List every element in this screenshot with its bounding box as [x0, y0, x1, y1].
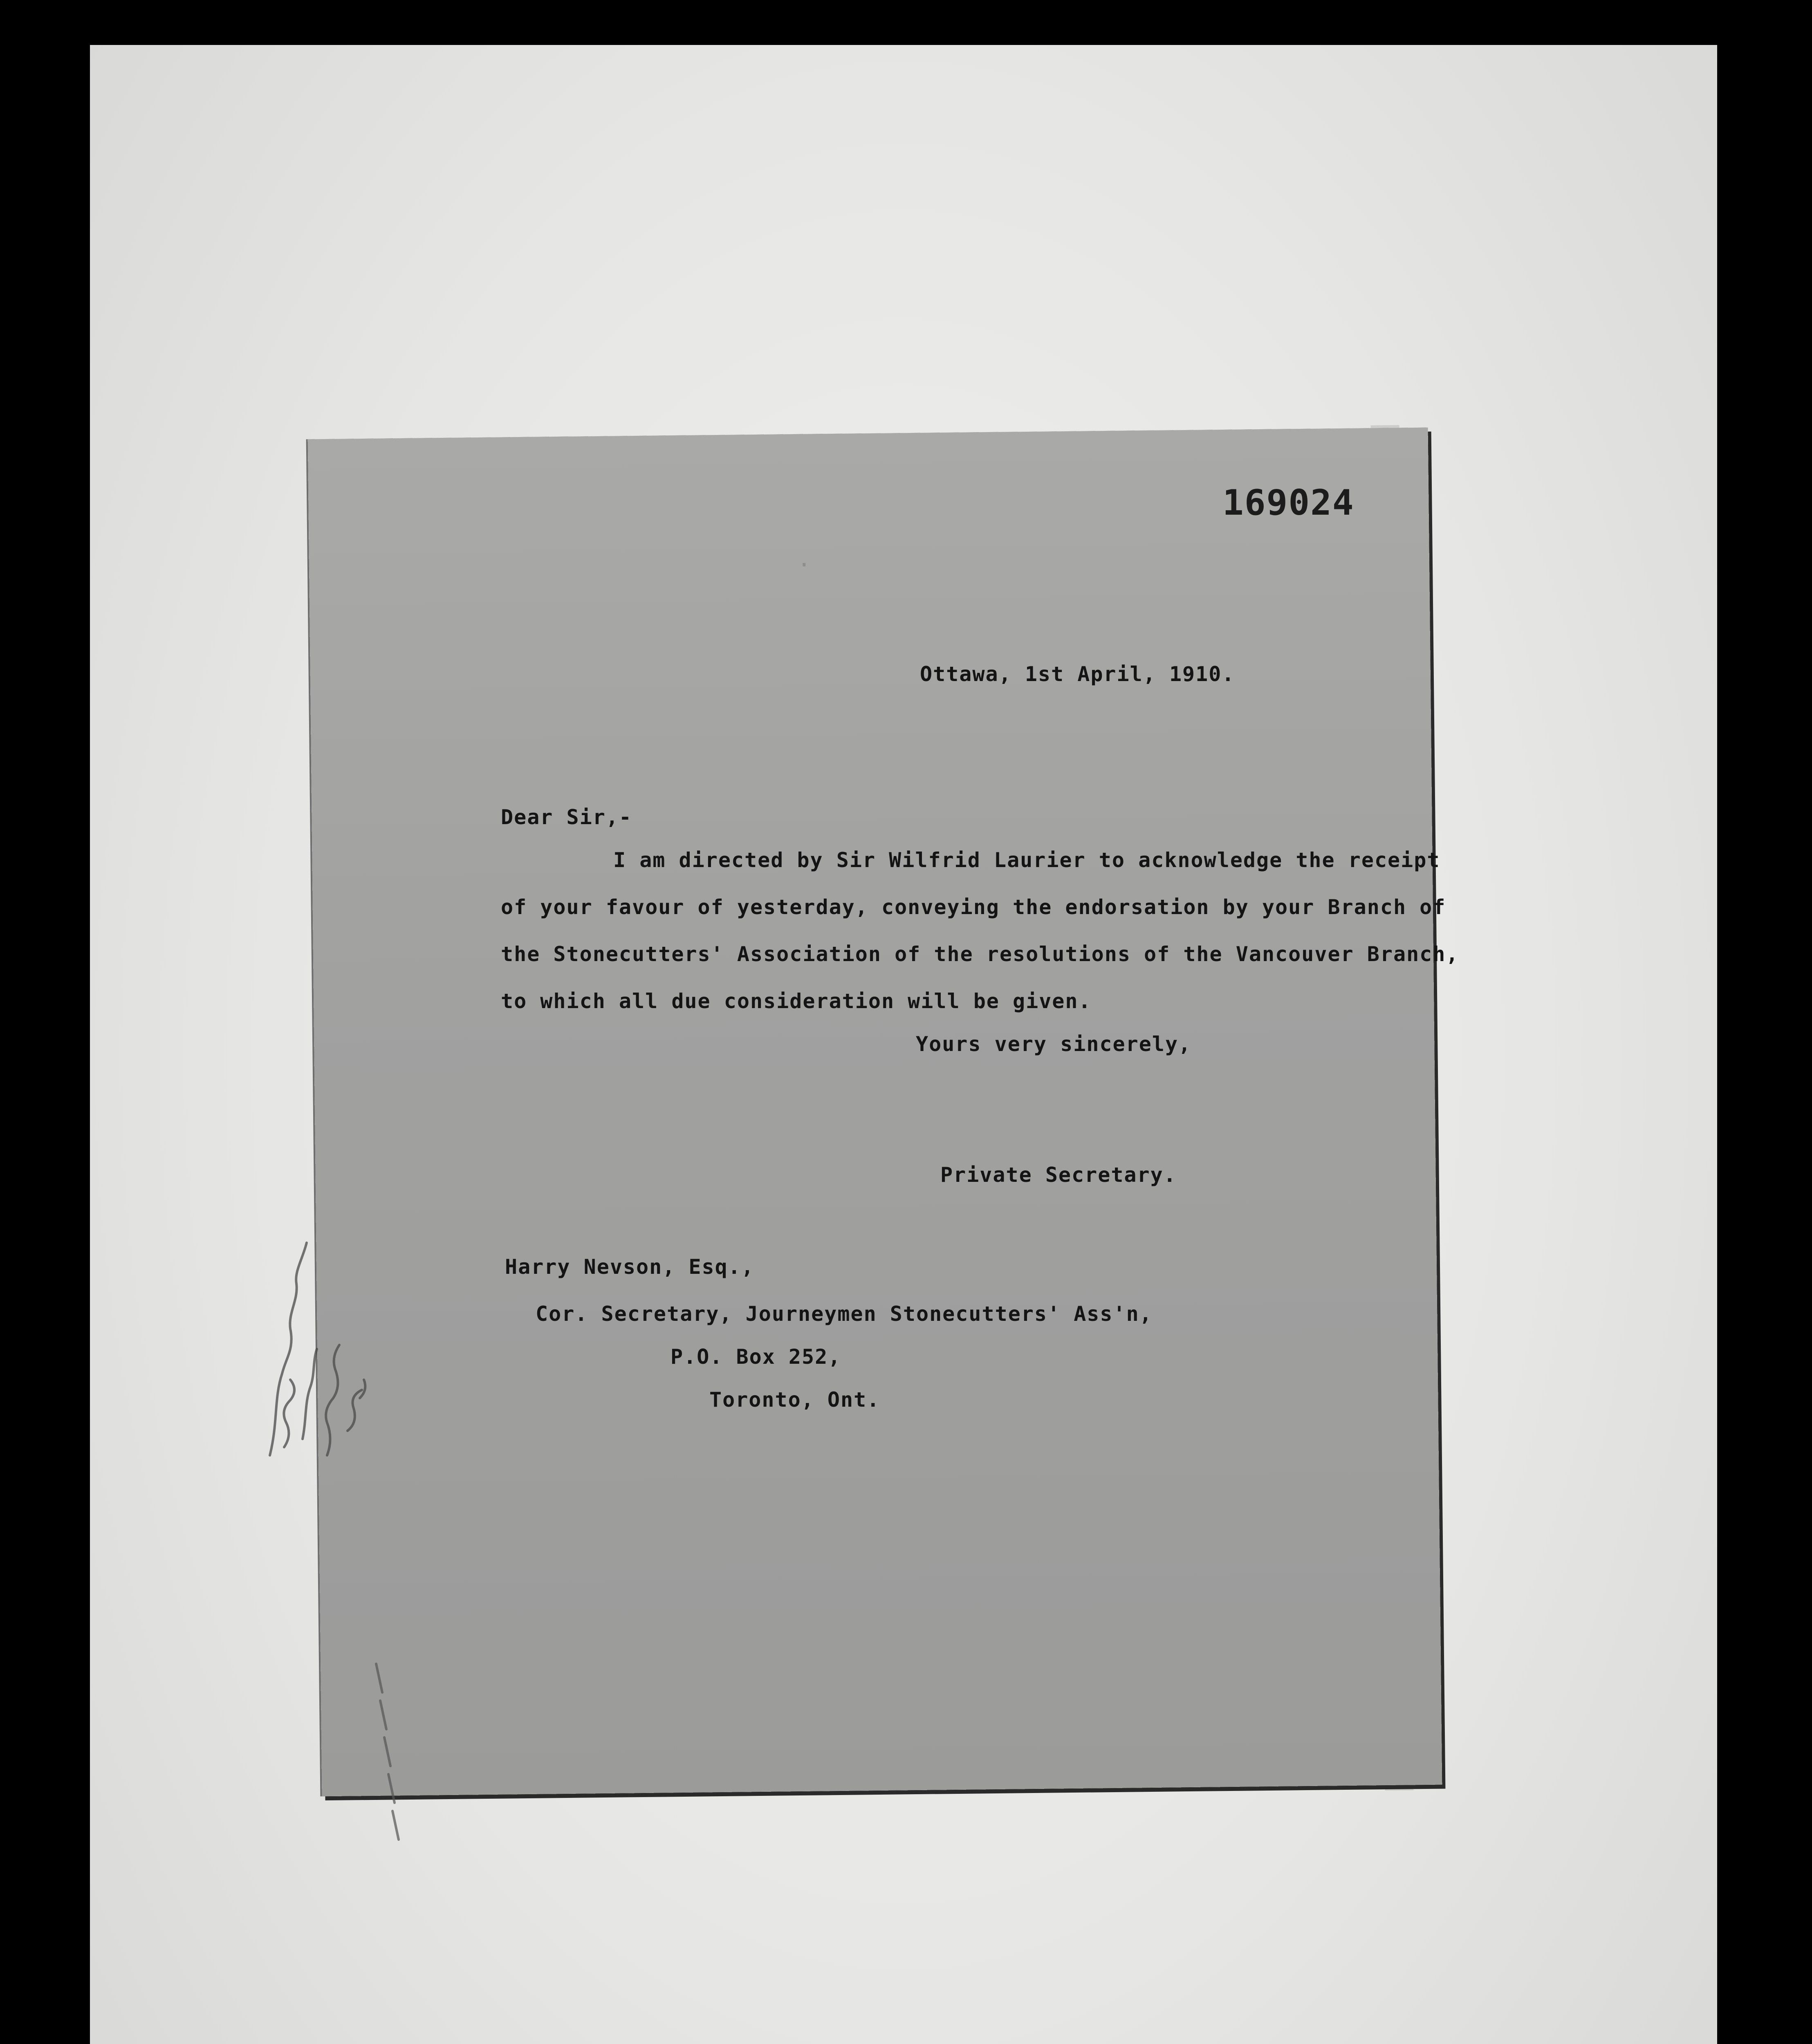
body-line: the Stonecutters' Association of the resolutions of the Vancouver Branch, — [501, 942, 1459, 966]
faint-stamp-mark: · — [797, 552, 811, 578]
margin-tick-marks — [364, 1656, 421, 1852]
address-line: P.O. Box 252, — [671, 1345, 841, 1369]
address-line: Harry Nevson, Esq., — [505, 1255, 754, 1279]
body-line: to which all due consideration will be given. — [501, 989, 1092, 1013]
handwritten-marginal-note — [245, 1226, 491, 1472]
closing: Yours very sincerely, — [916, 1032, 1192, 1056]
body-line: I am directed by Sir Wilfrid Laurier to acknowledge the receipt — [613, 848, 1440, 872]
date-line: Ottawa, 1st April, 1910. — [920, 662, 1235, 686]
address-line: Toronto, Ont. — [709, 1388, 880, 1412]
salutation: Dear Sir,- — [501, 805, 632, 829]
address-line: Cor. Secretary, Journeymen Stonecutters' Ass'n, — [536, 1302, 1153, 1326]
document-number: 169024 — [1222, 482, 1355, 523]
letter-sheet — [308, 428, 1442, 1797]
body-line: of your favour of yesterday, conveying the endorsation by your Branch of — [501, 895, 1446, 919]
signer-title: Private Secretary. — [940, 1163, 1177, 1187]
